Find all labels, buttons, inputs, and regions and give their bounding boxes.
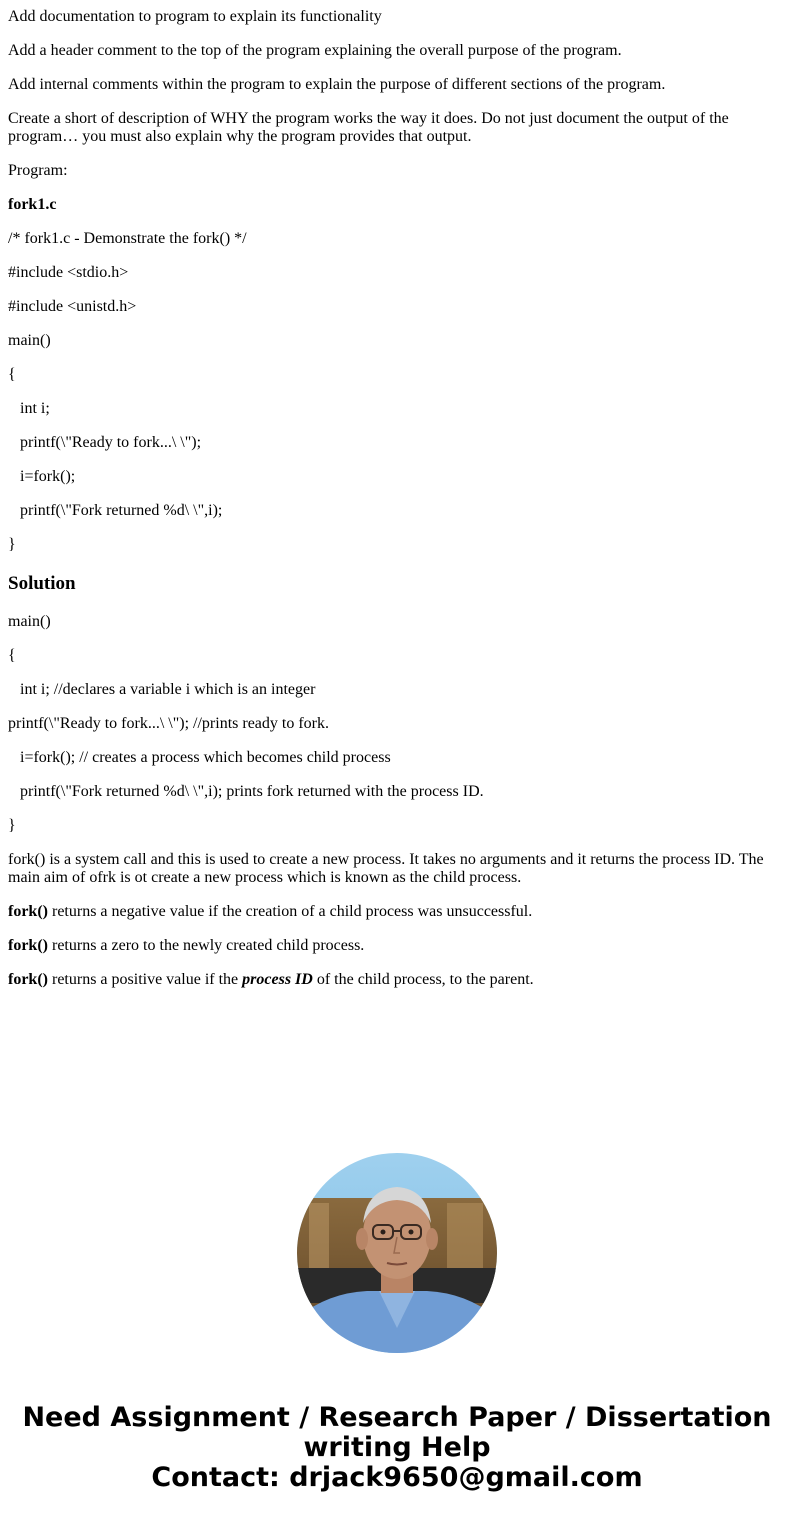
solution-code-line: int i; //declares a variable i which is an integer (20, 681, 316, 698)
code-line: { (8, 366, 16, 383)
solution-code-line: printf(\"Fork returned %d\ \",i); prints fork returned with the process ID. (20, 783, 484, 800)
fork-explanation: fork() is a system call and this is used to create a new process. It takes no arguments and it returns the process ID. The main aim of ofrk is ot create a new process which is known as the child process. (8, 851, 764, 886)
instruction-3: Add internal comments within the program to explain the purpose of different sections of the program. (8, 76, 666, 93)
code-line: #include <stdio.h> (8, 264, 129, 281)
banner-contact: Contact: drjack9650@gmail.com (151, 1462, 643, 1493)
instruction-4: Create a short of description of WHY the program works the way it does. Do not just document the output of the program… you must also explain why the program provides that output. (8, 110, 729, 145)
fork-term: fork() (8, 903, 48, 920)
author-photo (297, 1153, 497, 1353)
code-line: main() (8, 332, 51, 349)
solution-code-line: } (8, 817, 16, 834)
program-label: Program: (8, 162, 68, 179)
solution-code-line: i=fork(); // creates a process which becomes child process (20, 749, 391, 766)
fork-term: fork() (8, 971, 48, 988)
banner-line: writing Help (303, 1432, 491, 1463)
code-line: printf(\"Fork returned %d\ \",i); (20, 502, 223, 519)
program-filename: fork1.c (8, 196, 57, 213)
code-line: /* fork1.c - Demonstrate the fork() */ (8, 230, 247, 247)
fork-positive-note: fork() returns a positive value if the process ID of the child process, to the parent. (8, 971, 534, 988)
code-line: i=fork(); (20, 468, 76, 485)
instruction-2: Add a header comment to the top of the program explaining the overall purpose of the program. (8, 42, 622, 59)
code-line: } (8, 536, 16, 553)
banner-line: Need Assignment / Research Paper / Dissertation (22, 1402, 772, 1433)
code-line: printf(\"Ready to fork...\ \"); (20, 434, 202, 451)
code-line: int i; (20, 400, 50, 417)
process-id-term: process ID (242, 971, 313, 988)
code-line: #include <unistd.h> (8, 298, 137, 315)
solution-code-line: { (8, 647, 16, 664)
fork-negative-note: fork() returns a negative value if the creation of a child process was unsuccessful. (8, 903, 533, 920)
solution-code-line: printf(\"Ready to fork...\ \"); //prints ready to fork. (8, 715, 329, 732)
contact-banner (0, 1403, 794, 1493)
instruction-1: Add documentation to program to explain its functionality (8, 8, 382, 25)
fork-term: fork() (8, 937, 48, 954)
solution-code-line: main() (8, 613, 51, 630)
solution-heading: Solution (8, 573, 76, 594)
author-avatar (297, 1153, 497, 1353)
fork-zero-note: fork() returns a zero to the newly created child process. (8, 937, 365, 954)
